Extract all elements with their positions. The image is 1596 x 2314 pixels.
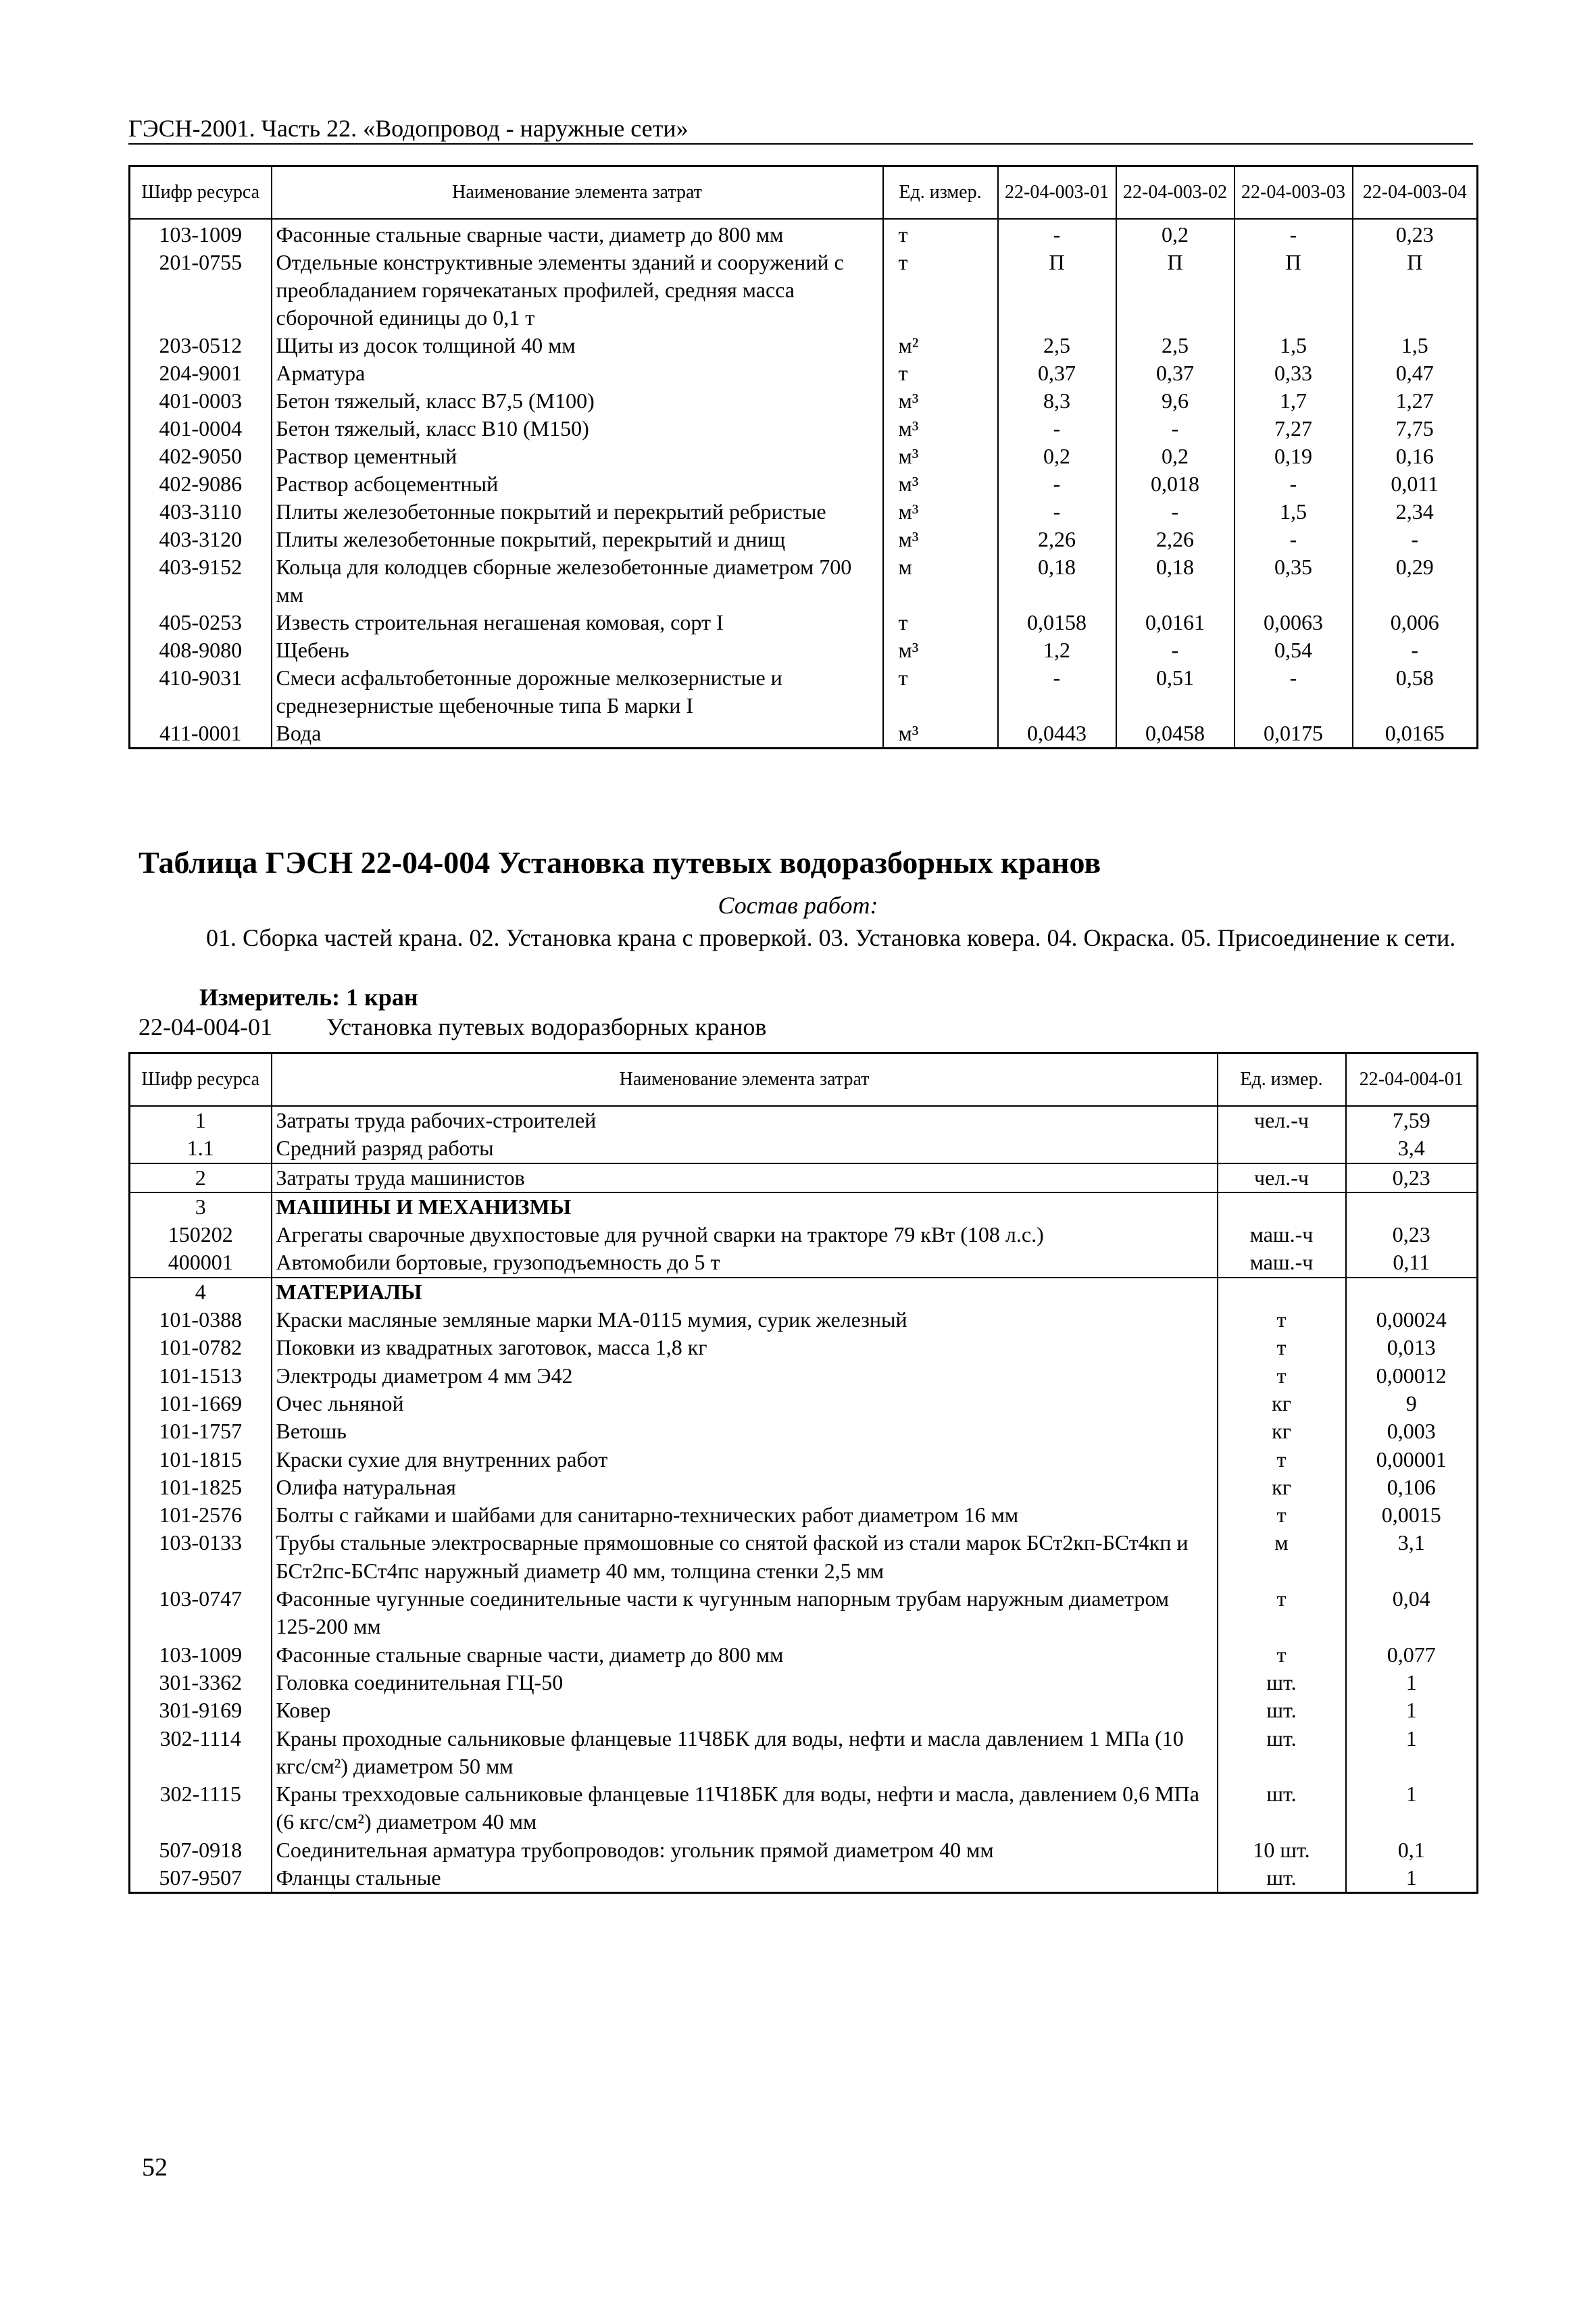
cell-name: Автомобили бортовые, грузоподъемность до 5 т (272, 1249, 1218, 1277)
table-row (130, 1134, 1478, 1163)
cell-code: 401-0004 (130, 415, 272, 443)
cell-name: Средний разряд работы (272, 1134, 1218, 1163)
cell-value: - (1116, 498, 1235, 526)
col-header-code: Шифр ресурса (130, 1053, 272, 1107)
cell-value: 1,5 (1353, 332, 1478, 359)
norm-title: Установка путевых водоразборных кранов (326, 1013, 767, 1040)
cell-value: - (1235, 664, 1353, 720)
cell-name: Смеси асфальтобетонные дорожные мелкозернистые и среднезернистые щебеночные типа Б марки I (272, 664, 883, 720)
cell-unit: кг (1218, 1390, 1346, 1417)
cell-value: 0,37 (1116, 359, 1235, 387)
cell-value: 0,11 (1346, 1249, 1478, 1277)
table-row (130, 1163, 1478, 1192)
cell-unit: кг (1218, 1417, 1346, 1445)
cell-unit: чел.-ч (1218, 1163, 1346, 1192)
cell-value: 0,00012 (1346, 1362, 1478, 1390)
cell-value: - (998, 498, 1116, 526)
cell-value: 0,19 (1235, 443, 1353, 470)
col-header-name: Наименование элемента затрат (272, 1053, 1218, 1107)
cell-value: 0,33 (1235, 359, 1353, 387)
cell-code: 403-3110 (130, 498, 272, 526)
cell-value: 3,4 (1346, 1134, 1478, 1163)
table-row (130, 1585, 1478, 1641)
cell-value: 0,0443 (998, 720, 1116, 749)
cell-value: - (998, 470, 1116, 498)
cell-code: 301-3362 (130, 1669, 272, 1696)
cell-value: 7,59 (1346, 1106, 1478, 1134)
cell-value: 0,006 (1353, 609, 1478, 636)
cell-value: П (1116, 249, 1235, 332)
cell-code: 150202 (130, 1221, 272, 1249)
cell-name: Известь строительная негашеная комовая, сорт I (272, 609, 883, 636)
cell-value: 0,0175 (1235, 720, 1353, 749)
cell-name: Кольца для колодцев сборные железобетонные диаметром 700 мм (272, 553, 883, 609)
cell-name: Отдельные конструктивные элементы зданий и сооружений с преобладанием горячекатаных профилей, средняя масса сборочной единицы до 0,1 т (272, 249, 883, 332)
cell-value: 0,1 (1346, 1836, 1478, 1864)
cell-value: 0,0158 (998, 609, 1116, 636)
cell-code: 1.1 (130, 1134, 272, 1163)
table-row (130, 359, 1478, 387)
cell-unit: т (883, 609, 998, 636)
table-row (130, 1641, 1478, 1669)
cell-unit: шт. (1218, 1696, 1346, 1724)
cell-name: Болты с гайками и шайбами для санитарно-технических работ диаметром 16 мм (272, 1501, 1218, 1529)
cell-value: 0,18 (998, 553, 1116, 609)
cell-unit: м³ (883, 387, 998, 415)
cell-code: 103-0747 (130, 1585, 272, 1641)
cell-value: 0,003 (1346, 1417, 1478, 1445)
col-header-c3: 22-04-003-03 (1235, 166, 1353, 220)
table-row (130, 526, 1478, 553)
cell-value: - (1116, 636, 1235, 664)
cell-value: 1,7 (1235, 387, 1353, 415)
cell-name: Бетон тяжелый, класс В10 (М150) (272, 415, 883, 443)
cell-unit: т (1218, 1306, 1346, 1334)
cell-value: 0,00024 (1346, 1306, 1478, 1334)
cell-value: 0,18 (1116, 553, 1235, 609)
cell-value: 0,0161 (1116, 609, 1235, 636)
norm-subheading (139, 1013, 766, 1040)
cell-value: 0,0015 (1346, 1501, 1478, 1529)
cell-value: 0,0165 (1353, 720, 1478, 749)
cell-name: Арматура (272, 359, 883, 387)
cell-value (1346, 1278, 1478, 1306)
cell-value: 2,26 (1116, 526, 1235, 553)
cell-unit: м² (883, 332, 998, 359)
cell-value: 1,5 (1235, 498, 1353, 526)
cell-unit: м (1218, 1529, 1346, 1585)
cell-name: Бетон тяжелый, класс В7,5 (М100) (272, 387, 883, 415)
table-row (130, 1864, 1478, 1893)
cell-code: 302-1114 (130, 1725, 272, 1781)
table-row (130, 1106, 1478, 1134)
cell-code: 203-0512 (130, 332, 272, 359)
cell-value: 0,29 (1353, 553, 1478, 609)
table-row (130, 1529, 1478, 1585)
cell-value: 2,26 (998, 526, 1116, 553)
cell-code: 201-0755 (130, 249, 272, 332)
cell-value: - (1353, 636, 1478, 664)
table-row (130, 1221, 1478, 1249)
cell-code: 101-1757 (130, 1417, 272, 1445)
cell-value: - (1235, 219, 1353, 249)
cell-code: 400001 (130, 1249, 272, 1277)
cell-code: 101-1513 (130, 1362, 272, 1390)
col-header-c2: 22-04-003-02 (1116, 166, 1235, 220)
cell-unit: м (883, 553, 998, 609)
cell-code: 101-2576 (130, 1501, 272, 1529)
cell-unit: т (883, 219, 998, 249)
table-row (130, 387, 1478, 415)
table-row (130, 249, 1478, 332)
cell-code: 403-9152 (130, 553, 272, 609)
cell-unit: м³ (883, 443, 998, 470)
cell-value: 0,47 (1353, 359, 1478, 387)
cell-unit: м³ (883, 720, 998, 749)
col-header-c1: 22-04-004-01 (1346, 1053, 1478, 1107)
table-row (130, 1306, 1478, 1334)
cell-unit: м³ (883, 498, 998, 526)
col-header-unit: Ед. измер. (883, 166, 998, 220)
cell-name: МАШИНЫ И МЕХАНИЗМЫ (272, 1192, 1218, 1221)
cell-value: 1 (1346, 1864, 1478, 1893)
table-row (130, 1696, 1478, 1724)
cell-value: 9,6 (1116, 387, 1235, 415)
cell-code: 101-1815 (130, 1446, 272, 1474)
cell-code: 101-0782 (130, 1334, 272, 1361)
table-row (130, 219, 1478, 249)
cell-code: 401-0003 (130, 387, 272, 415)
cell-name: Плиты железобетонные покрытий, перекрытий и днищ (272, 526, 883, 553)
cell-code: 402-9086 (130, 470, 272, 498)
cell-code: 507-9507 (130, 1864, 272, 1893)
cell-name: Раствор асбоцементный (272, 470, 883, 498)
cell-unit: шт. (1218, 1669, 1346, 1696)
cell-name: Головка соединительная ГЦ-50 (272, 1669, 1218, 1696)
cell-code: 101-1669 (130, 1390, 272, 1417)
cell-name: Очес льняной (272, 1390, 1218, 1417)
cell-unit: м³ (883, 470, 998, 498)
cell-value: 0,37 (998, 359, 1116, 387)
cell-value: 0,011 (1353, 470, 1478, 498)
cell-value: 1,5 (1235, 332, 1353, 359)
cell-name: Фланцы стальные (272, 1864, 1218, 1893)
cell-value: - (998, 664, 1116, 720)
cell-name: Затраты труда рабочих-строителей (272, 1106, 1218, 1134)
cell-code: 405-0253 (130, 609, 272, 636)
cell-name: Фасонные стальные сварные части, диаметр до 800 мм (272, 1641, 1218, 1669)
section-title: Таблица ГЭСН 22-04-004 Установка путевых водоразборных кранов (139, 845, 1101, 880)
cell-name: Щиты из досок толщиной 40 мм (272, 332, 883, 359)
table-row (130, 415, 1478, 443)
table-row (130, 1836, 1478, 1864)
cell-value: - (998, 415, 1116, 443)
cell-code: 411-0001 (130, 720, 272, 749)
cell-value: - (1235, 526, 1353, 553)
col-header-name: Наименование элемента затрат (272, 166, 883, 220)
cell-value: 1 (1346, 1669, 1478, 1696)
table-row (130, 1780, 1478, 1836)
cell-value: 0,018 (1116, 470, 1235, 498)
cell-code: 1 (130, 1106, 272, 1134)
table-row (130, 1334, 1478, 1361)
cell-name: Раствор цементный (272, 443, 883, 470)
work-composition-label: Состав работ: (718, 892, 878, 919)
table-row (130, 1362, 1478, 1390)
cell-unit: м³ (883, 415, 998, 443)
cell-value: 0,16 (1353, 443, 1478, 470)
header-rule (128, 143, 1473, 145)
cell-unit: т (1218, 1446, 1346, 1474)
cell-code: 2 (130, 1163, 272, 1192)
table-row (130, 553, 1478, 609)
table-header-row (130, 166, 1478, 220)
cell-name: Плиты железобетонные покрытий и перекрытий ребристые (272, 498, 883, 526)
table-row (130, 609, 1478, 636)
cell-value: 7,75 (1353, 415, 1478, 443)
cell-value: 0,23 (1346, 1221, 1478, 1249)
cell-value (1346, 1192, 1478, 1221)
cell-value: 2,34 (1353, 498, 1478, 526)
cell-value: 0,51 (1116, 664, 1235, 720)
cell-value: 0,54 (1235, 636, 1353, 664)
cell-value: П (1353, 249, 1478, 332)
cell-name: Фасонные чугунные соединительные части к чугунным напорным трубам наружным диаметром 125-200 мм (272, 1585, 1218, 1641)
cell-code: 507-0918 (130, 1836, 272, 1864)
cell-unit: т (883, 359, 998, 387)
cell-value: 0,077 (1346, 1641, 1478, 1669)
cell-code: 3 (130, 1192, 272, 1221)
cell-name: Агрегаты сварочные двухпостовые для ручной сварки на тракторе 79 кВт (108 л.с.) (272, 1221, 1218, 1249)
cell-value: 0,23 (1346, 1163, 1478, 1192)
cell-name: Трубы стальные электросварные прямошовные со снятой фаской из стали марок БСт2кп-БСт4кп и БСт2пс-БСт4пс наружный диаметр 40 мм, толщина стенки 2,5 мм (272, 1529, 1218, 1585)
cell-name: Краны проходные сальниковые фланцевые 11Ч8БК для воды, нефти и масла давлением 1 МПа (10 кгс/см²) диаметром 50 мм (272, 1725, 1218, 1781)
table-row (130, 720, 1478, 749)
cell-value: 9 (1346, 1390, 1478, 1417)
cell-value: 0,04 (1346, 1585, 1478, 1641)
cell-name: Краны трехходовые сальниковые фланцевые 11Ч18БК для воды, нефти и масла, давлением 0,6 МПа (6 кгс/см²) диаметром 40 мм (272, 1780, 1218, 1836)
table-row (130, 443, 1478, 470)
cell-name: Краски сухие для внутренних работ (272, 1446, 1218, 1474)
cell-value: 0,35 (1235, 553, 1353, 609)
cell-value: 0,2 (998, 443, 1116, 470)
cell-name: Щебень (272, 636, 883, 664)
cell-value: 3,1 (1346, 1529, 1478, 1585)
cell-code: 103-1009 (130, 219, 272, 249)
running-header: ГЭСН-2001. Часть 22. «Водопровод - наружные сети» (128, 115, 689, 142)
table-section-row (130, 1192, 1478, 1221)
cell-code: 101-0388 (130, 1306, 272, 1334)
cell-value: 2,5 (998, 332, 1116, 359)
cell-unit: м³ (883, 526, 998, 553)
table-row (130, 1669, 1478, 1696)
cell-value: 2,5 (1116, 332, 1235, 359)
cell-unit: шт. (1218, 1780, 1346, 1836)
col-header-c4: 22-04-003-04 (1353, 166, 1478, 220)
table-row (130, 1249, 1478, 1277)
cell-unit: шт. (1218, 1864, 1346, 1893)
cell-code: 4 (130, 1278, 272, 1306)
measure-unit: Измеритель: 1 кран (199, 984, 418, 1011)
cell-unit: т (1218, 1641, 1346, 1669)
col-header-c1: 22-04-003-01 (998, 166, 1116, 220)
cell-value: 0,2 (1116, 219, 1235, 249)
cell-unit: т (883, 249, 998, 332)
table-row (130, 470, 1478, 498)
cell-code: 301-9169 (130, 1696, 272, 1724)
table-row (130, 1390, 1478, 1417)
cell-name: Фасонные стальные сварные части, диаметр до 800 мм (272, 219, 883, 249)
resource-table-003 (128, 165, 1478, 749)
cell-value: П (998, 249, 1116, 332)
cell-value: 1 (1346, 1725, 1478, 1781)
cell-unit: т (883, 664, 998, 720)
cell-name: Краски масляные земляные марки МА-0115 мумия, сурик железный (272, 1306, 1218, 1334)
cell-unit: маш.-ч (1218, 1249, 1346, 1277)
table-row (130, 1501, 1478, 1529)
norm-code: 22-04-004-01 (139, 1013, 272, 1040)
table-section-row (130, 1278, 1478, 1306)
table-row (130, 1446, 1478, 1474)
cell-value: 1,2 (998, 636, 1116, 664)
cell-unit: маш.-ч (1218, 1221, 1346, 1249)
cell-code: 410-9031 (130, 664, 272, 720)
cell-code: 302-1115 (130, 1780, 272, 1836)
cell-name: Олифа натуральная (272, 1474, 1218, 1501)
cell-code: 403-3120 (130, 526, 272, 553)
cell-value: - (1235, 470, 1353, 498)
cell-value: 0,58 (1353, 664, 1478, 720)
resource-table-004 (128, 1052, 1478, 1894)
cell-value: 0,0063 (1235, 609, 1353, 636)
cell-value: 7,27 (1235, 415, 1353, 443)
cell-name: Поковки из квадратных заготовок, масса 1,8 кг (272, 1334, 1218, 1361)
cell-code: 103-1009 (130, 1641, 272, 1669)
cell-name: Затраты труда машинистов (272, 1163, 1218, 1192)
cell-name: Соединительная арматура трубопроводов: угольник прямой диаметром 40 мм (272, 1836, 1218, 1864)
cell-unit: 10 шт. (1218, 1836, 1346, 1864)
page-number: 52 (142, 2153, 168, 2182)
cell-value: 1 (1346, 1780, 1478, 1836)
cell-unit: т (1218, 1585, 1346, 1641)
table-row (130, 636, 1478, 664)
cell-name: Вода (272, 720, 883, 749)
table-row (130, 1725, 1478, 1781)
cell-value: 0,106 (1346, 1474, 1478, 1501)
cell-value: - (998, 219, 1116, 249)
cell-value: 0,00001 (1346, 1446, 1478, 1474)
cell-unit: т (1218, 1362, 1346, 1390)
cell-unit: т (1218, 1334, 1346, 1361)
cell-value: П (1235, 249, 1353, 332)
cell-unit: кг (1218, 1474, 1346, 1501)
cell-unit (1218, 1278, 1346, 1306)
cell-value: 1 (1346, 1696, 1478, 1724)
cell-unit: т (1218, 1501, 1346, 1529)
cell-unit (1218, 1192, 1346, 1221)
cell-value: - (1353, 526, 1478, 553)
cell-unit (1218, 1134, 1346, 1163)
cell-value: 0,23 (1353, 219, 1478, 249)
table-row (130, 1474, 1478, 1501)
cell-value: 8,3 (998, 387, 1116, 415)
cell-unit: шт. (1218, 1725, 1346, 1781)
cell-name: Ветошь (272, 1417, 1218, 1445)
work-operations: 01. Сборка частей крана. 02. Установка крана с проверкой. 03. Установка ковера. 04. Окраска. 05. Присоединение к сети. (206, 924, 1456, 951)
cell-unit: чел.-ч (1218, 1106, 1346, 1134)
cell-value: 0,2 (1116, 443, 1235, 470)
table-row (130, 664, 1478, 720)
cell-name: МАТЕРИАЛЫ (272, 1278, 1218, 1306)
cell-value: 0,013 (1346, 1334, 1478, 1361)
table-row (130, 332, 1478, 359)
cell-code: 408-9080 (130, 636, 272, 664)
cell-value: 0,0458 (1116, 720, 1235, 749)
cell-code: 103-0133 (130, 1529, 272, 1585)
cell-value: 1,27 (1353, 387, 1478, 415)
cell-unit: м³ (883, 636, 998, 664)
table-row (130, 1417, 1478, 1445)
cell-value: - (1116, 415, 1235, 443)
table-row (130, 498, 1478, 526)
cell-name: Электроды диаметром 4 мм Э42 (272, 1362, 1218, 1390)
cell-code: 204-9001 (130, 359, 272, 387)
cell-code: 101-1825 (130, 1474, 272, 1501)
cell-code: 402-9050 (130, 443, 272, 470)
col-header-code: Шифр ресурса (130, 166, 272, 220)
table-header-row (130, 1053, 1478, 1107)
cell-name: Ковер (272, 1696, 1218, 1724)
col-header-unit: Ед. измер. (1218, 1053, 1346, 1107)
